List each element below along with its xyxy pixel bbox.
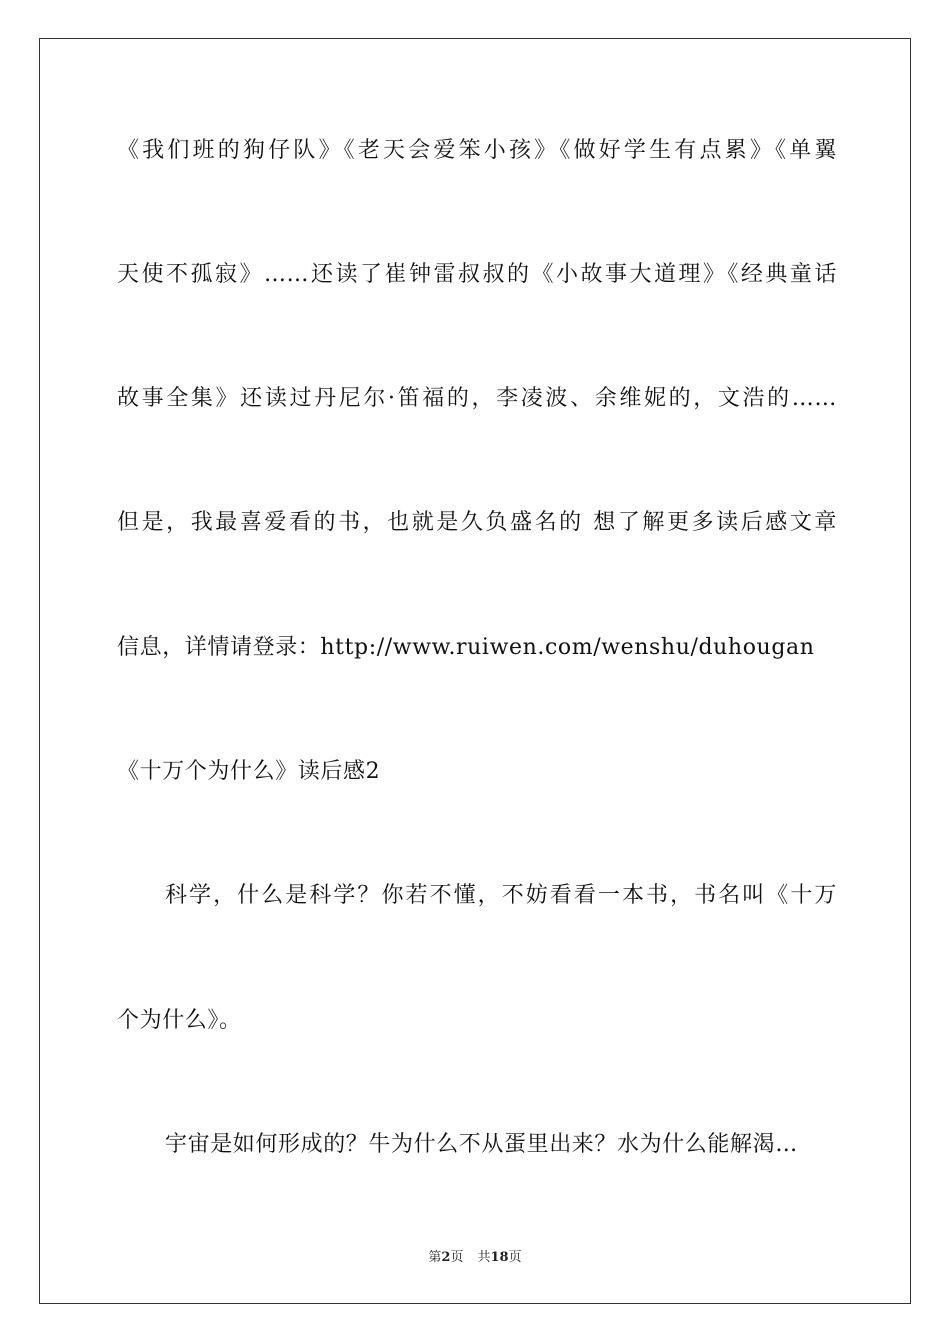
page-footer <box>0 1246 950 1265</box>
footer-total-prefix: 共 <box>477 1250 491 1265</box>
text-line-1: 《我们班的狗仔队》《老天会爱笨小孩》《做好学生有点累》《单翼 <box>117 138 837 163</box>
text-line-8: 个为什么》。 <box>117 1008 242 1033</box>
footer-page-number: 2 <box>441 1250 451 1265</box>
footer-total-suffix: 页 <box>508 1250 522 1265</box>
footer-total-number: 18 <box>490 1250 509 1265</box>
text-line-4: 但是，我最喜爱看的书，也就是久负盛名的 想了解更多读后感文章 <box>117 510 837 535</box>
section-heading: 《十万个为什么》读后感2 <box>117 759 381 784</box>
text-line-3: 故事全集》还读过丹尼尔·笛福的，李凌波、余维妮的，文浩的…… <box>117 386 837 411</box>
text-line-2: 天使不孤寂》……还读了崔钟雷叔叔的《小故事大道理》《经典童话 <box>117 262 837 287</box>
footer-page-prefix: 第 <box>428 1250 442 1265</box>
footer-page-suffix: 页 <box>450 1250 464 1265</box>
page-frame <box>39 38 911 1304</box>
text-line-7: 科学，什么是科学？你若不懂，不妨看看一本书，书名叫《十万 <box>165 883 837 908</box>
text-line-9: 宇宙是如何形成的？牛为什么不从蛋里出来？水为什么能解渴… <box>165 1132 798 1157</box>
text-line-5: 信息，详情请登录：http://www.ruiwen.com/wenshu/duhougan <box>117 635 815 660</box>
